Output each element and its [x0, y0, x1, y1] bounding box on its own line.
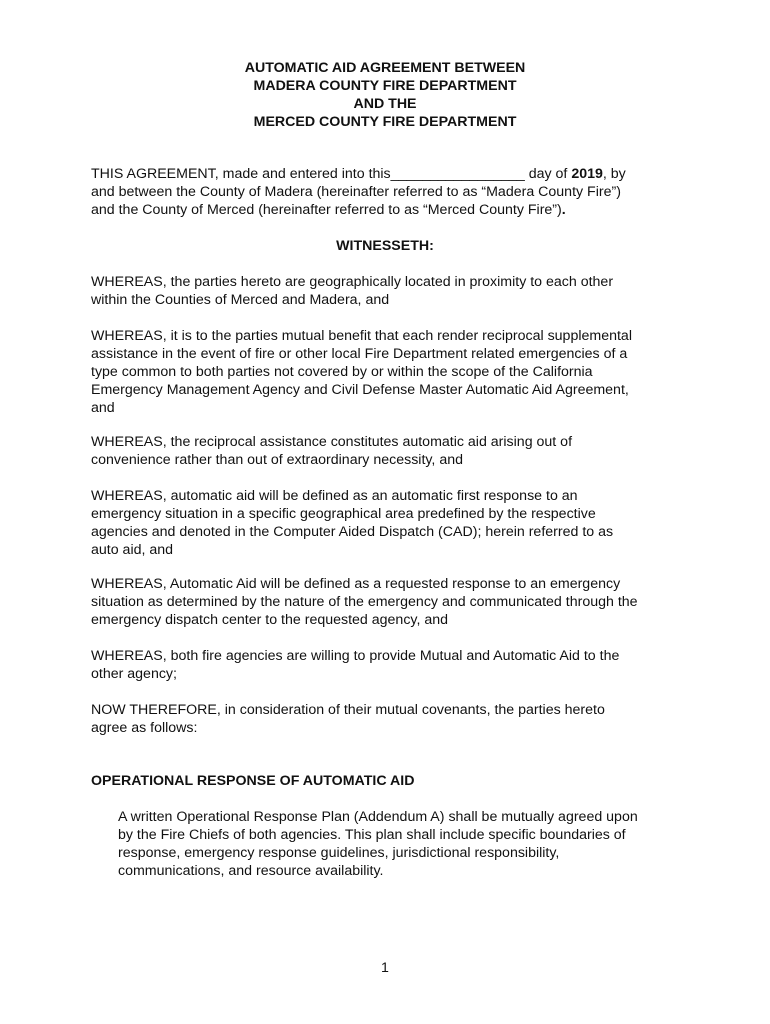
paragraph-line: WHEREAS, the reciprocal assistance constitutes automatic aid arising out of: [91, 434, 573, 450]
witnesseth-heading: WITNESSETH:: [336, 238, 434, 254]
paragraph-line: type common to both parties not covered by or within the scope of the California: [91, 364, 593, 380]
title-line: AUTOMATIC AID AGREEMENT BETWEEN: [244, 60, 526, 76]
paragraph-line: by the Fire Chiefs of both agencies. This plan shall include specific boundaries of: [118, 827, 626, 843]
whereas-paragraph-1: [91, 273, 691, 309]
paragraph-line: Emergency Management Agency and Civil Defense Master Automatic Aid Agreement,: [91, 382, 629, 398]
whereas-paragraph-5: [91, 575, 691, 629]
paragraph-line: and: [91, 400, 115, 416]
intro-text: , by: [602, 166, 626, 182]
paragraph-line: within the Counties of Merced and Madera, and: [91, 292, 390, 308]
paragraph-line: response, emergency response guidelines, jurisdictional responsibility,: [118, 845, 560, 861]
whereas-paragraph-2: [91, 327, 691, 417]
title-line: MERCED COUNTY FIRE DEPARTMENT: [253, 114, 517, 130]
agreement-year: 2019: [571, 166, 603, 182]
paragraph-line: emergency dispatch center to the requested agency, and: [91, 612, 449, 628]
paragraph-line: auto aid, and: [91, 542, 174, 558]
intro-line: [91, 201, 691, 219]
whereas-paragraph-6: [91, 647, 691, 683]
paragraph-line: WHEREAS, both fire agencies are willing to provide Mutual and Automatic Aid to the: [91, 648, 620, 664]
paragraph-line: agree as follows:: [91, 720, 198, 736]
section-heading: OPERATIONAL RESPONSE OF AUTOMATIC AID: [91, 773, 415, 789]
intro-line: and between the County of Madera (hereinafter referred to as “Madera County Fire”): [91, 184, 621, 200]
paragraph-line: WHEREAS, the parties hereto are geographically located in proximity to each other: [91, 274, 614, 290]
intro-text: THIS AGREEMENT, made and entered into this_________________ day of: [91, 166, 572, 182]
section-body: [118, 808, 688, 880]
document-title: [0, 59, 770, 131]
paragraph-line: WHEREAS, Automatic Aid will be defined as a requested response to an emergency: [91, 576, 621, 592]
paragraph-line: other agency;: [91, 666, 177, 682]
paragraph-line: WHEREAS, automatic aid will be defined as an automatic first response to an: [91, 488, 578, 504]
paragraph-line: A written Operational Response Plan (Addendum A) shall be mutually agreed upon: [118, 809, 638, 825]
intro-period: .: [561, 202, 566, 218]
whereas-paragraph-4: [91, 487, 691, 559]
page-number: 1: [381, 960, 389, 976]
paragraph-line: emergency situation in a specific geographical area predefined by the respective: [91, 506, 596, 522]
therefore-paragraph: [91, 701, 691, 737]
paragraph-line: convenience rather than out of extraordinary necessity, and: [91, 452, 463, 468]
intro-paragraph: [91, 165, 691, 219]
intro-text: and the County of Merced (hereinafter referred to as “Merced County Fire”): [91, 202, 562, 218]
whereas-paragraph-3: [91, 433, 691, 469]
paragraph-line: assistance in the event of fire or other local Fire Department related emergencies of a: [91, 346, 628, 362]
title-line: AND THE: [353, 96, 417, 112]
paragraph-line: agencies and denoted in the Computer Aided Dispatch (CAD); herein referred to as: [91, 524, 614, 540]
paragraph-line: situation as determined by the nature of the emergency and communicated through the: [91, 594, 638, 610]
intro-line: [91, 165, 691, 183]
paragraph-line: communications, and resource availability.: [118, 863, 384, 879]
paragraph-line: WHEREAS, it is to the parties mutual benefit that each render reciprocal supplemental: [91, 328, 632, 344]
paragraph-line: NOW THEREFORE, in consideration of their mutual covenants, the parties hereto: [91, 702, 605, 718]
title-line: MADERA COUNTY FIRE DEPARTMENT: [253, 78, 517, 94]
